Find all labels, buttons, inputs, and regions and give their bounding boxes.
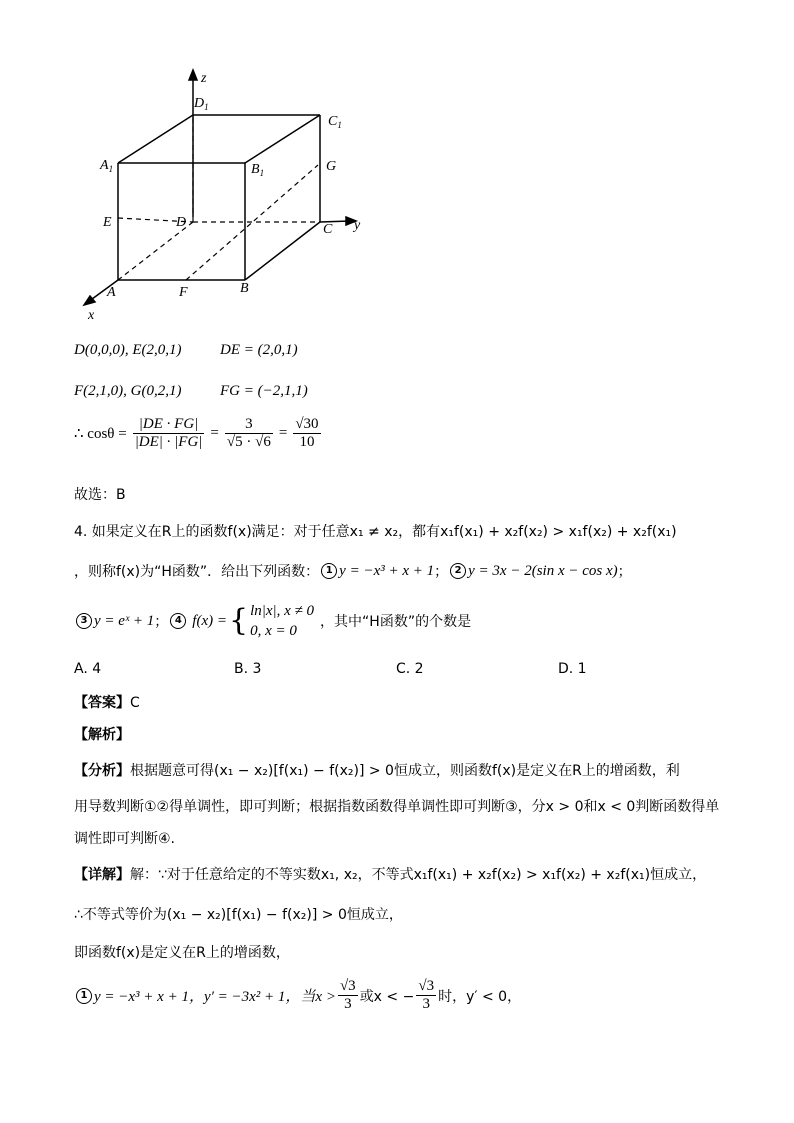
label-C: C xyxy=(323,222,333,237)
label-B: B xyxy=(240,281,249,296)
q4-fn4-case1: ln|x|, x ≠ 0 xyxy=(250,603,315,619)
label-x: x xyxy=(88,308,95,323)
q4-stem-line2 xyxy=(74,561,632,581)
detail-frac-2-den: 3 xyxy=(422,996,430,1012)
cos-frac-2 xyxy=(225,416,273,451)
answer-value: C xyxy=(130,695,140,711)
q4-stem-line2-text: ，则称f(x)为“H函数”．给出下列函数： xyxy=(74,564,320,580)
option-b: B. 3 xyxy=(234,661,262,677)
vector-FG: FG = (−2,1,1) xyxy=(220,383,308,399)
edge-BC xyxy=(245,222,320,280)
cos-prefix: ∴ cosθ = xyxy=(74,426,127,442)
cos-eq-2: = xyxy=(278,425,288,441)
q4-options xyxy=(74,661,714,681)
label-G: G xyxy=(326,159,337,174)
label-A: A xyxy=(107,285,116,300)
option-a: A. 4 xyxy=(74,661,102,677)
cos-den-3: 10 xyxy=(299,434,315,450)
edge-D1A1 xyxy=(118,115,193,163)
q4-stem-line3 xyxy=(74,601,471,641)
detail-line2: ∴不等式等价为(x₁ − x₂)[f(x₁) − f(x₂)] > 0恒成立， xyxy=(74,907,403,923)
circled-3-icon: 3 xyxy=(76,613,92,629)
detail-frac-1-num: √3 xyxy=(339,978,356,994)
vector-DE: DE = (2,0,1) xyxy=(220,342,298,358)
cos-frac-1 xyxy=(133,416,205,451)
q4-sep1: ； xyxy=(434,564,449,580)
detail-label: 【详解】 xyxy=(74,867,130,883)
circled-4-icon: 4 xyxy=(170,613,186,629)
piecewise-brace: { xyxy=(228,603,249,638)
fenxi-line3: 调性即可判断④. xyxy=(74,831,176,847)
answer-line xyxy=(74,692,140,712)
circled-1-icon-detail: 1 xyxy=(76,988,92,1004)
label-F: F xyxy=(179,285,188,300)
label-y: y xyxy=(354,218,361,233)
fenxi-label: 【分析】 xyxy=(74,763,130,779)
detail-text1: 解：∵对于任意给定的不等实数x₁, x₂，不等式x₁f(x₁) + x₂f(x₂) > x₁f(x₂) + x₂f(x₁)恒成立， xyxy=(130,867,707,883)
analysis-label: 【解析】 xyxy=(74,727,130,743)
points-FG: F(2,1,0), G(0,2,1) xyxy=(74,383,182,399)
edge-C1B1 xyxy=(245,115,320,163)
cos-formula xyxy=(74,416,321,451)
fenxi-line2: 用导数判断①②得单调性，即可判断；根据指数函数得单调性即可判断③，分x > 0和x < 0判断函数得单 xyxy=(74,799,720,815)
q4-fn3: y = eˣ + 1 xyxy=(94,612,155,629)
cos-num-3: √30 xyxy=(295,416,319,432)
q4-stem-line1: 4. 如果定义在R上的函数f(x)满足：对于任意x₁ ≠ x₂，都有x₁f(x₁) + x₂f(x₂) > x₁f(x₂) + x₂f(x₁) xyxy=(74,524,677,540)
cos-eq-1: = xyxy=(210,425,219,441)
detail-line4-b: 或x < − xyxy=(359,988,415,1005)
circled-2-icon: 2 xyxy=(450,563,466,579)
circled-1-icon: 1 xyxy=(321,563,337,579)
detail-line1 xyxy=(74,864,706,884)
label-z: z xyxy=(201,71,207,86)
cos-num-1: |DE · FG| xyxy=(133,416,205,434)
edge-DA xyxy=(118,222,193,280)
q4-fn4-cases xyxy=(250,601,314,641)
cos-frac-3 xyxy=(293,416,320,451)
option-d: D. 1 xyxy=(558,661,587,677)
detail-line4 xyxy=(74,978,521,1013)
detail-frac-1-den: 3 xyxy=(344,996,352,1012)
answer-label: 【答案】 xyxy=(74,695,130,711)
q4-sep2: ； xyxy=(617,564,632,580)
cube-figure xyxy=(60,62,380,327)
detail-line3: 即函数f(x)是定义在R上的增函数， xyxy=(74,945,290,961)
q4-stem-tail: ，其中“H函数”的个数是 xyxy=(320,614,472,630)
label-A1: $A_1$ xyxy=(100,158,114,174)
q4-fn4-case2: 0, x = 0 xyxy=(250,623,297,639)
cos-den-1: |DE| · |FG| xyxy=(134,434,203,450)
label-E: E xyxy=(103,215,112,230)
cos-num-2: 3 xyxy=(225,416,273,434)
q4-fn2: y = 3x − 2(sin x − cos x) xyxy=(468,562,618,579)
cos-den-2: √5 · √6 xyxy=(226,434,271,450)
option-c: C. 2 xyxy=(396,661,424,677)
label-D1: $D_1$ xyxy=(194,96,209,112)
label-B1: $B_1$ xyxy=(251,162,265,178)
points-DE: D(0,0,0), E(2,0,1) xyxy=(74,342,182,358)
q4-fn1: y = −x³ + x + 1 xyxy=(339,562,435,579)
detail-line4-c: 时，y′ < 0， xyxy=(438,988,522,1005)
detail-frac-2-num: √3 xyxy=(418,978,435,994)
q4-fn4-head: f(x) = xyxy=(192,612,227,629)
q4-sep3: ； xyxy=(154,614,169,630)
label-C1: $C_1$ xyxy=(328,114,342,130)
fenxi-text1: 根据题意可得(x₁ − x₂)[f(x₁) − f(x₂)] > 0恒成立，则函数f(x)是定义在R上的增函数，利 xyxy=(130,763,680,779)
prev-answer: 故选：B xyxy=(74,487,126,503)
z-axis-arrow xyxy=(189,70,197,80)
detail-frac-2 xyxy=(416,978,436,1013)
detail-frac-1 xyxy=(338,978,358,1013)
fenxi-line1 xyxy=(74,760,680,780)
label-D: D xyxy=(176,215,187,230)
detail-line4-a: y = −x³ + x + 1，y′ = −3x² + 1，当x > xyxy=(94,989,336,1005)
